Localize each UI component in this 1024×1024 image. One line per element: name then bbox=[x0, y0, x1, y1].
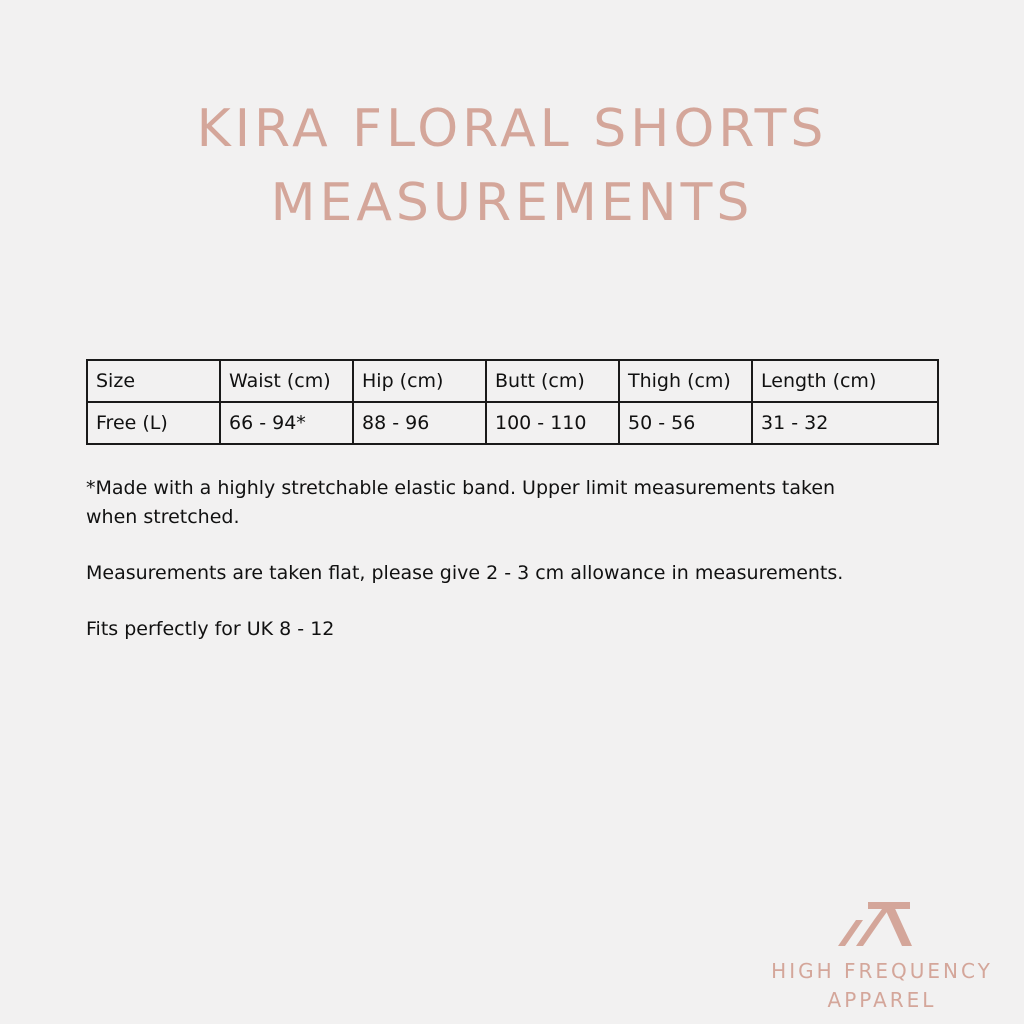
header-butt: Butt (cm) bbox=[486, 360, 619, 402]
brand-line-2: APPAREL bbox=[827, 988, 937, 1012]
cell-length: 31 - 32 bbox=[752, 402, 938, 444]
notes-section bbox=[86, 474, 846, 644]
table-header-row bbox=[87, 360, 938, 402]
cell-hip: 88 - 96 bbox=[353, 402, 486, 444]
title-line-2: MEASUREMENTS bbox=[270, 173, 754, 233]
page-title bbox=[0, 92, 1024, 240]
header-hip: Hip (cm) bbox=[353, 360, 486, 402]
cell-butt: 100 - 110 bbox=[486, 402, 619, 444]
hf-logo-icon bbox=[838, 902, 912, 946]
title-line-1: KIRA FLORAL SHORTS bbox=[196, 99, 828, 159]
fit-note: Fits perfectly for UK 8 - 12 bbox=[86, 618, 335, 640]
brand-line-1: HIGH FREQUENCY bbox=[771, 959, 993, 983]
header-thigh: Thigh (cm) bbox=[619, 360, 752, 402]
cell-thigh: 50 - 56 bbox=[619, 402, 752, 444]
cell-size: Free (L) bbox=[87, 402, 220, 444]
stretch-note: *Made with a highly stretchable elastic band. Upper limit measurements taken when stretched. bbox=[86, 477, 836, 528]
header-size: Size bbox=[87, 360, 220, 402]
brand-name bbox=[740, 957, 1024, 1015]
header-length: Length (cm) bbox=[752, 360, 938, 402]
cell-waist: 66 - 94* bbox=[220, 402, 353, 444]
header-waist: Waist (cm) bbox=[220, 360, 353, 402]
table-row bbox=[87, 402, 938, 444]
measurements-table bbox=[86, 359, 939, 445]
allowance-note: Measurements are taken flat, please give 2 - 3 cm allowance in measurements. bbox=[86, 562, 844, 584]
